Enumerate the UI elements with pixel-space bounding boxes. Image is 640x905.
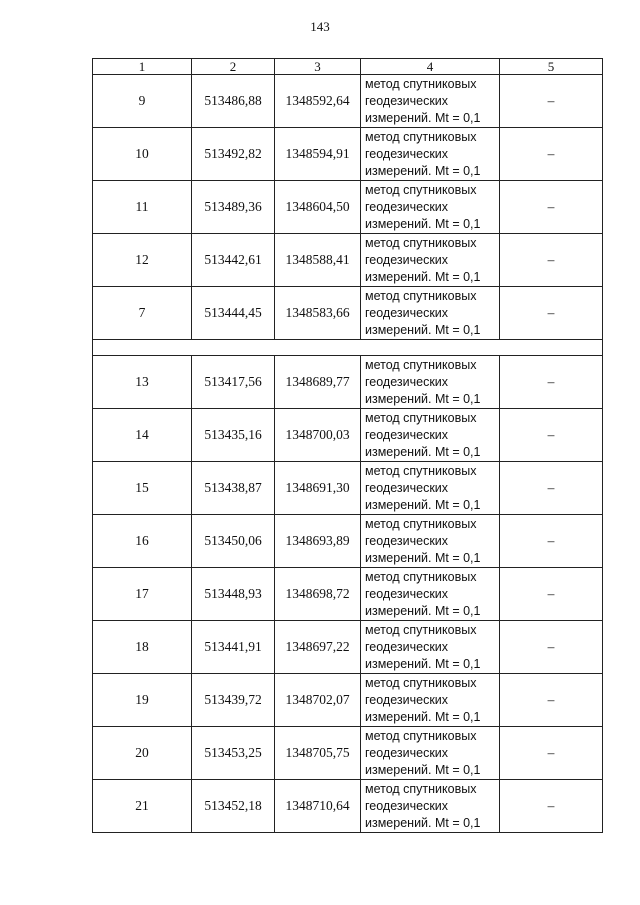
x-coordinate-cell: 513489,36 bbox=[192, 181, 275, 234]
method-line: измерений. Mt = 0,1 bbox=[365, 269, 481, 284]
group-separator-row bbox=[93, 340, 603, 356]
point-number-cell: 10 bbox=[93, 128, 192, 181]
header-cell-2: 2 bbox=[192, 59, 275, 75]
method-cell bbox=[361, 181, 500, 234]
point-number-cell: 17 bbox=[93, 568, 192, 621]
note-cell: – bbox=[500, 128, 603, 181]
note-cell: – bbox=[500, 674, 603, 727]
header-cell-5: 5 bbox=[500, 59, 603, 75]
x-coordinate-cell: 513452,18 bbox=[192, 780, 275, 833]
method-cell bbox=[361, 780, 500, 833]
y-coordinate-cell: 1348604,50 bbox=[275, 181, 361, 234]
note-cell: – bbox=[500, 568, 603, 621]
note-cell: – bbox=[500, 780, 603, 833]
method-line: метод спутниковых bbox=[365, 288, 477, 303]
method-line: геодезических bbox=[365, 146, 449, 161]
method-line: метод спутниковых bbox=[365, 516, 477, 531]
x-coordinate-cell: 513492,82 bbox=[192, 128, 275, 181]
table-row bbox=[93, 181, 603, 234]
point-number-cell: 11 bbox=[93, 181, 192, 234]
note-cell: – bbox=[500, 181, 603, 234]
x-coordinate-cell: 513441,91 bbox=[192, 621, 275, 674]
table-row bbox=[93, 75, 603, 128]
note-cell: – bbox=[500, 409, 603, 462]
table-row bbox=[93, 568, 603, 621]
point-number-cell: 18 bbox=[93, 621, 192, 674]
method-line: геодезических bbox=[365, 692, 449, 707]
note-cell: – bbox=[500, 234, 603, 287]
method-cell bbox=[361, 356, 500, 409]
method-line: геодезических bbox=[365, 199, 449, 214]
method-line: метод спутниковых bbox=[365, 781, 477, 796]
point-number-cell: 13 bbox=[93, 356, 192, 409]
method-line: измерений. Mt = 0,1 bbox=[365, 815, 481, 830]
method-line: измерений. Mt = 0,1 bbox=[365, 709, 481, 724]
y-coordinate-cell: 1348592,64 bbox=[275, 75, 361, 128]
method-cell bbox=[361, 674, 500, 727]
note-cell: – bbox=[500, 621, 603, 674]
point-number-cell: 15 bbox=[93, 462, 192, 515]
method-line: измерений. Mt = 0,1 bbox=[365, 322, 481, 337]
method-cell bbox=[361, 287, 500, 340]
separator-cell bbox=[93, 340, 603, 356]
y-coordinate-cell: 1348700,03 bbox=[275, 409, 361, 462]
y-coordinate-cell: 1348689,77 bbox=[275, 356, 361, 409]
x-coordinate-cell: 513435,16 bbox=[192, 409, 275, 462]
x-coordinate-cell: 513448,93 bbox=[192, 568, 275, 621]
method-line: измерений. Mt = 0,1 bbox=[365, 163, 481, 178]
point-number-cell: 21 bbox=[93, 780, 192, 833]
x-coordinate-cell: 513450,06 bbox=[192, 515, 275, 568]
y-coordinate-cell: 1348693,89 bbox=[275, 515, 361, 568]
note-cell: – bbox=[500, 75, 603, 128]
note-cell: – bbox=[500, 727, 603, 780]
method-line: метод спутниковых bbox=[365, 569, 477, 584]
point-number-cell: 16 bbox=[93, 515, 192, 568]
method-line: геодезических bbox=[365, 305, 449, 320]
y-coordinate-cell: 1348710,64 bbox=[275, 780, 361, 833]
method-line: метод спутниковых bbox=[365, 357, 477, 372]
x-coordinate-cell: 513486,88 bbox=[192, 75, 275, 128]
method-line: метод спутниковых bbox=[365, 675, 477, 690]
method-line: геодезических bbox=[365, 374, 449, 389]
x-coordinate-cell: 513442,61 bbox=[192, 234, 275, 287]
x-coordinate-cell: 513444,45 bbox=[192, 287, 275, 340]
method-cell bbox=[361, 621, 500, 674]
y-coordinate-cell: 1348697,22 bbox=[275, 621, 361, 674]
table-row bbox=[93, 128, 603, 181]
method-line: измерений. Mt = 0,1 bbox=[365, 762, 481, 777]
point-number-cell: 9 bbox=[93, 75, 192, 128]
method-line: геодезических bbox=[365, 480, 449, 495]
header-row bbox=[93, 59, 603, 75]
method-line: геодезических bbox=[365, 427, 449, 442]
table-row bbox=[93, 515, 603, 568]
method-line: измерений. Mt = 0,1 bbox=[365, 550, 481, 565]
method-line: метод спутниковых bbox=[365, 622, 477, 637]
point-number-cell: 7 bbox=[93, 287, 192, 340]
point-number-cell: 12 bbox=[93, 234, 192, 287]
method-line: геодезических bbox=[365, 93, 449, 108]
point-number-cell: 20 bbox=[93, 727, 192, 780]
method-line: метод спутниковых bbox=[365, 129, 477, 144]
x-coordinate-cell: 513417,56 bbox=[192, 356, 275, 409]
table-row bbox=[93, 287, 603, 340]
method-line: метод спутниковых bbox=[365, 463, 477, 478]
method-line: геодезических bbox=[365, 745, 449, 760]
table-row bbox=[93, 462, 603, 515]
table-row bbox=[93, 674, 603, 727]
table-row bbox=[93, 727, 603, 780]
method-cell bbox=[361, 409, 500, 462]
method-line: метод спутниковых bbox=[365, 728, 477, 743]
method-line: измерений. Mt = 0,1 bbox=[365, 497, 481, 512]
x-coordinate-cell: 513439,72 bbox=[192, 674, 275, 727]
method-line: геодезических bbox=[365, 586, 449, 601]
x-coordinate-cell: 513453,25 bbox=[192, 727, 275, 780]
note-cell: – bbox=[500, 287, 603, 340]
method-cell bbox=[361, 727, 500, 780]
method-line: геодезических bbox=[365, 533, 449, 548]
header-cell-4: 4 bbox=[361, 59, 500, 75]
table-row bbox=[93, 621, 603, 674]
table-row bbox=[93, 409, 603, 462]
table-row bbox=[93, 780, 603, 833]
point-number-cell: 19 bbox=[93, 674, 192, 727]
table-row bbox=[93, 356, 603, 409]
coordinates-table bbox=[92, 58, 603, 833]
y-coordinate-cell: 1348594,91 bbox=[275, 128, 361, 181]
method-cell bbox=[361, 515, 500, 568]
method-cell bbox=[361, 75, 500, 128]
note-cell: – bbox=[500, 356, 603, 409]
y-coordinate-cell: 1348705,75 bbox=[275, 727, 361, 780]
method-line: измерений. Mt = 0,1 bbox=[365, 656, 481, 671]
table-body bbox=[93, 59, 603, 833]
x-coordinate-cell: 513438,87 bbox=[192, 462, 275, 515]
method-line: метод спутниковых bbox=[365, 76, 477, 91]
y-coordinate-cell: 1348588,41 bbox=[275, 234, 361, 287]
method-cell bbox=[361, 128, 500, 181]
method-line: метод спутниковых bbox=[365, 182, 477, 197]
point-number-cell: 14 bbox=[93, 409, 192, 462]
method-line: геодезических bbox=[365, 252, 449, 267]
method-cell bbox=[361, 234, 500, 287]
note-cell: – bbox=[500, 515, 603, 568]
y-coordinate-cell: 1348702,07 bbox=[275, 674, 361, 727]
method-line: метод спутниковых bbox=[365, 410, 477, 425]
note-cell: – bbox=[500, 462, 603, 515]
y-coordinate-cell: 1348583,66 bbox=[275, 287, 361, 340]
method-line: метод спутниковых bbox=[365, 235, 477, 250]
method-cell bbox=[361, 568, 500, 621]
page-number: 143 bbox=[310, 19, 330, 34]
method-line: измерений. Mt = 0,1 bbox=[365, 603, 481, 618]
y-coordinate-cell: 1348698,72 bbox=[275, 568, 361, 621]
header-cell-3: 3 bbox=[275, 59, 361, 75]
method-line: измерений. Mt = 0,1 bbox=[365, 216, 481, 231]
method-cell bbox=[361, 462, 500, 515]
method-line: геодезических bbox=[365, 639, 449, 654]
method-line: геодезических bbox=[365, 798, 449, 813]
method-line: измерений. Mt = 0,1 bbox=[365, 391, 481, 406]
method-line: измерений. Mt = 0,1 bbox=[365, 110, 481, 125]
method-line: измерений. Mt = 0,1 bbox=[365, 444, 481, 459]
table-row bbox=[93, 234, 603, 287]
header-cell-1: 1 bbox=[93, 59, 192, 75]
y-coordinate-cell: 1348691,30 bbox=[275, 462, 361, 515]
